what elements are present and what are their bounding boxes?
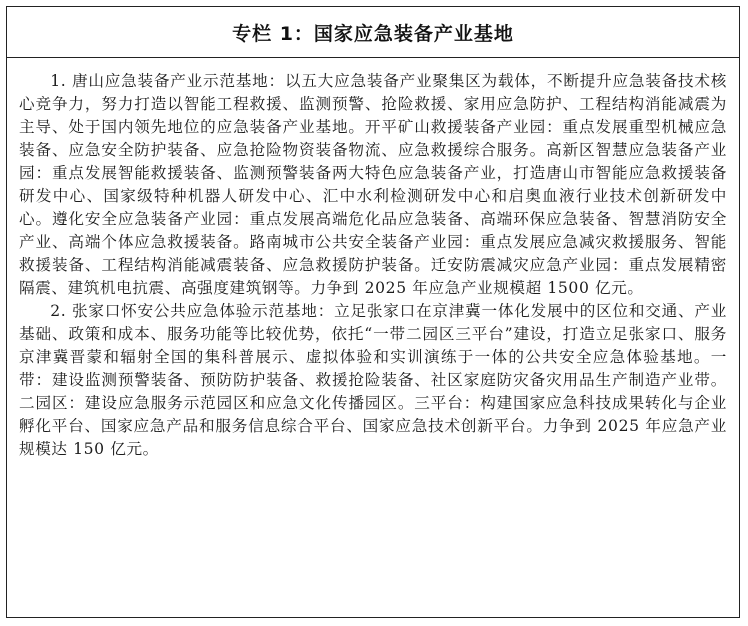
paragraph-zhangjiakou-base: 2. 张家口怀安公共应急体验示范基地：立足张家口在京津冀一体化发展中的区位和交通、产业基础、政策和成本、服务功能等比较优势，依托“一带二园区三平台”建设，打造立足张家口、服务京津冀晋蒙和辐射全国的集科普展示、虚拟体验和实训演练于一体的公共安全应急体验基地。一带：建设监测预警装备、预防防护装备、救援抢险装备、社区家庭防灾备灾用品生产制造产业带。二园区：建设应急服务示范园区和应急文化传播园区。三平台：构建国家应急科技成果转化与企业孵化平台、国家应急产品和服务信息综合平台、国家应急技术创新平台。力争到 2025 年应急产业规模达 150 亿元。 bbox=[19, 302, 727, 458]
column-body bbox=[7, 58, 739, 461]
column-header bbox=[7, 7, 739, 58]
column-box bbox=[6, 6, 740, 618]
paragraph-tangshan-base: 1. 唐山应急装备产业示范基地：以五大应急装备产业聚集区为载体，不断提升应急装备技术核心竞争力，努力打造以智能工程救援、监测预警、抢险救援、家用应急防护、工程结构消能减震为主导、处于国内领先地位的应急装备产业基地。开平矿山救援装备产业园：重点发展重型机械应急装备、应急安全防护装备、应急抢险物资装备物流、应急救援综合服务。高新区智慧应急装备产业园：重点发展智能救援装备、监测预警装备两大特色应急装备产业，打造唐山市智能应急救援装备研发中心、国家级特种机器人研发中心、汇中水利检测研发中心和启奥血液行业技术创新研发中心。遵化安全应急装备产业园：重点发展高端危化品应急装备、高端环保应急装备、智慧消防安全产业、高端个体应急救援装备。路南城市公共安全装备产业园：重点发展应急减灾救援服务、智能救援装备、工程结构消能减震装备、应急救援防护装备。迁安防震减灾应急产业园：重点发展精密隔震、建筑机电抗震、高强度建筑钢等。力争到 2025 年应急产业规模超 1500 亿元。 bbox=[19, 72, 727, 297]
column-title: 专栏 1：国家应急装备产业基地 bbox=[232, 22, 514, 45]
